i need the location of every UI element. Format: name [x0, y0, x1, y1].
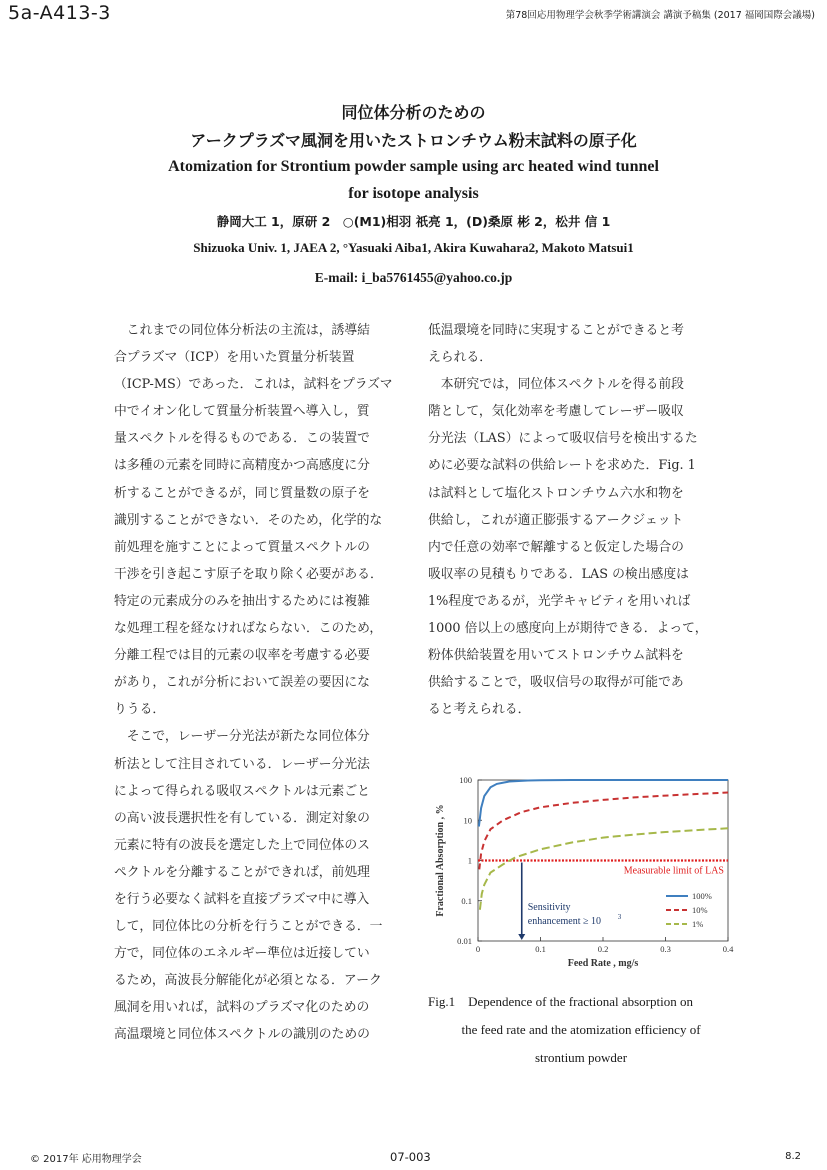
- body-line: 方で，同位体のエネルギー準位は近接してい: [114, 946, 370, 962]
- body-line: 本研究では，同位体スペクトルを得る前段: [428, 377, 684, 393]
- body-line: 階として，気化効率を考慮してレーザー吸収: [428, 404, 684, 420]
- body-line: 吸収率の見積もりである．LAS の検出感度は: [428, 566, 689, 582]
- body-line: （ICP-MS）であった．これは，試料をプラズマ: [114, 377, 393, 393]
- body-line: 合プラズマ（ICP）を用いた質量分析装置: [114, 350, 355, 366]
- caption-line: Fig.1 Dependence of the fractional absorption on: [428, 994, 693, 1009]
- title-ja-line2: アークプラズマ風洞を用いたストロンチウム粉末試料の原子化: [190, 131, 637, 150]
- x-axis-label: Feed Rate , mg/s: [567, 958, 639, 969]
- conference-name: 第78回応用物理学会秋季学術講演会 講演予稿集 (2017 福岡国際会議場): [505, 10, 815, 21]
- x-tick-label: 0.4: [722, 944, 734, 954]
- body-line: 前処理を施すことによって質量スペクトルの: [114, 539, 370, 555]
- x-tick-label: 0.3: [660, 944, 671, 954]
- annotation-superscript: 3: [617, 913, 622, 921]
- measurable-limit-label: Measurable limit of LAS: [623, 865, 724, 877]
- y-tick-label: 100: [459, 775, 472, 785]
- body-line: があり，これが分析において誤差の要因にな: [114, 675, 370, 691]
- body-line: して，同位体比の分析を行うことができる．一: [114, 919, 383, 935]
- title-ja-line1: 同位体分析のための: [341, 103, 486, 122]
- y-tick-label: 0.01: [457, 936, 472, 946]
- body-line: 干渉を引き起こす原子を取り除く必要がある．: [114, 566, 383, 582]
- body-line: 特定の元素成分のみを抽出するためには複雑: [114, 593, 370, 609]
- series-line-0: [479, 780, 728, 827]
- y-axis-label: Fractional Absorption , %: [435, 804, 446, 917]
- body-line: 高温環境と同位体スペクトルの識別のための: [114, 1027, 370, 1043]
- annotation-line1: Sensitivity: [527, 902, 571, 913]
- authors-en: Shizuoka Univ. 1, JAEA 2, °Yasuaki Aiba1, Akira Kuwahara2, Makoto Matsui1: [193, 240, 634, 255]
- body-line: は試料として塩化ストロンチウム六水和物を: [428, 485, 684, 501]
- absorption-chart: [428, 768, 738, 993]
- body-line: 供給し，これが適正膨張するアークジェット: [428, 512, 684, 528]
- body-line: 中でイオン化して質量分析装置へ導入し，質: [114, 404, 370, 420]
- caption-line: strontium powder: [534, 1050, 628, 1065]
- legend-label: 100%: [692, 891, 712, 901]
- x-tick-label: 0: [475, 944, 481, 954]
- body-line: 供給することで，吸収信号の取得が可能であ: [428, 675, 684, 691]
- body-line: 量スペクトルを得るものである．この装置で: [114, 431, 370, 447]
- body-line: るため，高波長分解能化が必須となる．アーク: [114, 973, 382, 989]
- body-line: めに必要な試料の供給レートを求めた．Fig. 1: [428, 458, 696, 474]
- title-en-line2: for isotope analysis: [348, 185, 479, 202]
- legend-label: 1%: [692, 919, 704, 929]
- y-tick-label: 10: [463, 815, 472, 826]
- body-line: によって得られる吸収スペクトルは元素ごと: [114, 783, 370, 799]
- legend-label: 10%: [692, 905, 708, 915]
- body-line: 析法として注目されている．レーザー分光法: [114, 756, 370, 772]
- x-tick-label: 0.2: [597, 944, 609, 954]
- body-line: 識別することができない．そのため，化学的な: [114, 512, 383, 528]
- email: E-mail: i_ba5761455@yahoo.co.jp: [314, 270, 513, 285]
- body-line: りうる．: [114, 702, 166, 718]
- body-line: の高い波長選択性を有している．測定対象の: [114, 810, 370, 826]
- body-left-column: [114, 317, 404, 1049]
- body-line: は多種の元素を同時に高精度かつ高感度に分: [114, 458, 370, 474]
- sensitivity-arrowhead: [518, 934, 525, 940]
- caption-line: the feed rate and the atomization efficiency of: [461, 1022, 701, 1037]
- paper-code: 5a-A413-3: [8, 2, 111, 24]
- body-right-column: [428, 317, 728, 723]
- body-line: 粉体供給装置を用いてストロンチウム試料を: [428, 648, 684, 664]
- body-line: 風洞を用いれば，試料のプラズマ化のための: [114, 1000, 370, 1016]
- x-tick-label: 0.1: [535, 944, 546, 954]
- y-tick-label: 1: [467, 855, 472, 866]
- annotation-line2: enhancement ≥ 10: [527, 916, 601, 927]
- body-line: えられる．: [428, 350, 492, 366]
- body-line: 内で任意の効率で解離すると仮定した場合の: [428, 539, 684, 555]
- footer-copyright: © 2017年 応用物理学会: [30, 1154, 142, 1165]
- body-line: 分光法（LAS）によって吸収信号を検出するた: [428, 431, 698, 447]
- title-en-line1: Atomization for Strontium powder sample using arc heated wind tunnel: [168, 158, 659, 175]
- body-line: 元素に特有の波長を選定した上で同位体のス: [114, 837, 370, 853]
- body-line: そこで，レーザー分光法が新たな同位体分: [114, 729, 370, 745]
- body-line: 1000 倍以上の感度向上が期待できる．よって，: [428, 621, 708, 637]
- body-line: 低温環境を同時に実現することができると考: [428, 323, 684, 338]
- plot-frame: [478, 780, 728, 941]
- body-line: な処理工程を経なければならない．このため，: [114, 621, 383, 637]
- body-line: ペクトルを分離することができれば，前処理: [114, 864, 370, 880]
- footer-page-number: 8.2: [785, 1151, 801, 1162]
- body-line: 分離工程では目的元素の収率を考慮する必要: [114, 648, 370, 664]
- body-line: 1%程度であるが，光学キャビティを用いれば: [428, 593, 691, 609]
- footer-page-id: 07-003: [390, 1150, 431, 1164]
- body-line: 析することができるが，同じ質量数の原子を: [114, 485, 370, 501]
- authors-ja: 静岡大工 1，原研 2 ○(M1)相羽 祇亮 1，(D)桑原 彬 2，松井 信 1: [216, 214, 611, 229]
- body-line: これまでの同位体分析法の主流は，誘導結: [114, 323, 370, 338]
- y-tick-label: 0.1: [461, 895, 472, 906]
- figure-caption: [428, 988, 734, 1072]
- body-line: を行う必要なく試料を直接プラズマ中に導入: [114, 891, 370, 907]
- body-line: ると考えられる．: [428, 702, 531, 718]
